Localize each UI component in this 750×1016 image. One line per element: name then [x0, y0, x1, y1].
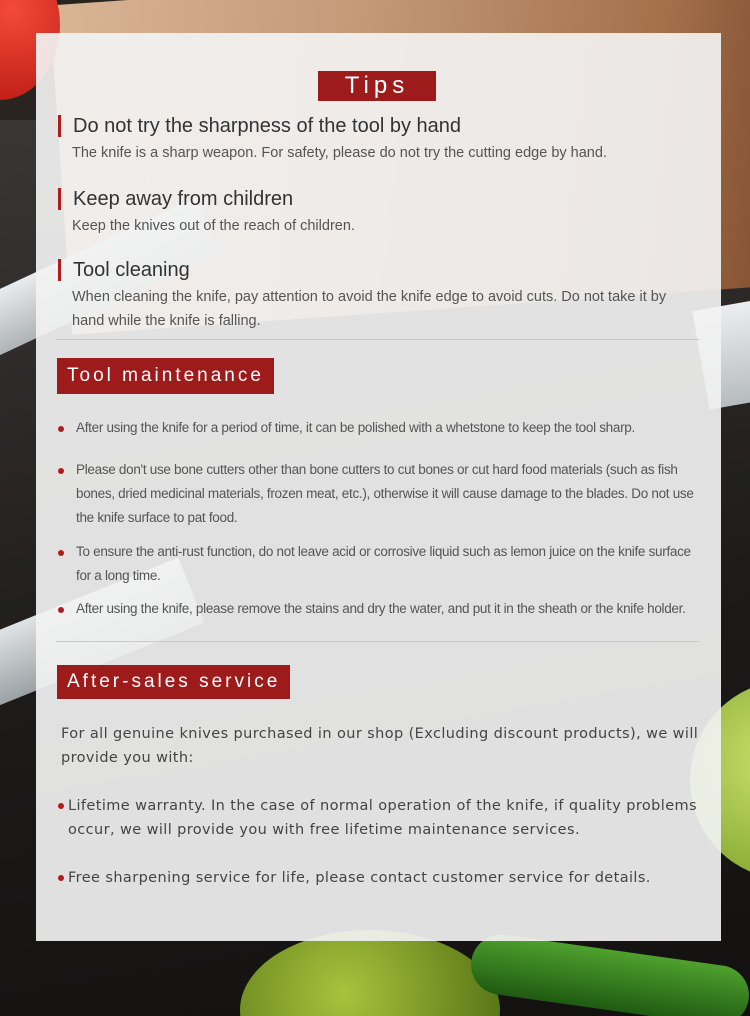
list-item-text: Lifetime warranty. In the case of normal operation of the knife, if quality problems occur, we will provide you with free lifetime maintenance services.	[68, 798, 698, 838]
tip-item	[58, 115, 698, 165]
divider	[56, 641, 699, 642]
after-sales-intro: For all genuine knives purchased in our shop (Excluding discount products), we will provide you with:	[61, 726, 699, 766]
list-item	[58, 866, 704, 890]
tip-description: The knife is a sharp weapon. For safety, please do not try the cutting edge by hand.	[72, 145, 607, 161]
list-item	[58, 416, 704, 440]
bullet-dot-icon	[58, 426, 64, 432]
list-item-text: Free sharpening service for life, please contact customer service for details.	[68, 870, 651, 886]
list-item-text: After using the knife, please remove the stains and dry the water, and put it in the sheath or the knife holder.	[76, 601, 686, 616]
list-item-text: To ensure the anti-rust function, do not leave acid or corrosive liquid such as lemon juice on the knife surface for a long time.	[76, 544, 691, 583]
tip-title: Do not try the sharpness of the tool by hand	[58, 115, 698, 137]
maintenance-list	[58, 416, 704, 621]
content-panel	[36, 33, 721, 941]
tips-banner: Tips	[318, 71, 436, 101]
tip-title: Keep away from children	[58, 188, 698, 210]
list-item	[58, 794, 704, 842]
tip-item	[58, 259, 698, 333]
list-item	[58, 597, 704, 621]
list-item-text: After using the knife for a period of time, it can be polished with a whetstone to keep the tool sharp.	[76, 420, 635, 435]
list-item-text: Please don't use bone cutters other than bone cutters to cut bones or cut hard food materials (such as fish bones, dried medicinal materials, frozen meat, etc.), otherwise it will cause damage to the blades. Do not use the knife surface to pat food.	[76, 462, 694, 525]
tip-description: When cleaning the knife, pay attention to avoid the knife edge to avoid cuts. Do not take it by hand while the knife is falling.	[72, 289, 667, 329]
tip-item	[58, 188, 698, 238]
maintenance-banner: Tool maintenance	[57, 358, 274, 394]
tip-description: Keep the knives out of the reach of children.	[72, 218, 355, 234]
bullet-dot-icon	[58, 468, 64, 474]
bullet-dot-icon	[58, 550, 64, 556]
after-sales-banner: After-sales service	[57, 665, 290, 699]
tip-title: Tool cleaning	[58, 259, 698, 281]
bullet-dot-icon	[58, 607, 64, 613]
list-item	[58, 458, 704, 530]
list-item	[58, 540, 704, 588]
divider	[56, 339, 699, 340]
